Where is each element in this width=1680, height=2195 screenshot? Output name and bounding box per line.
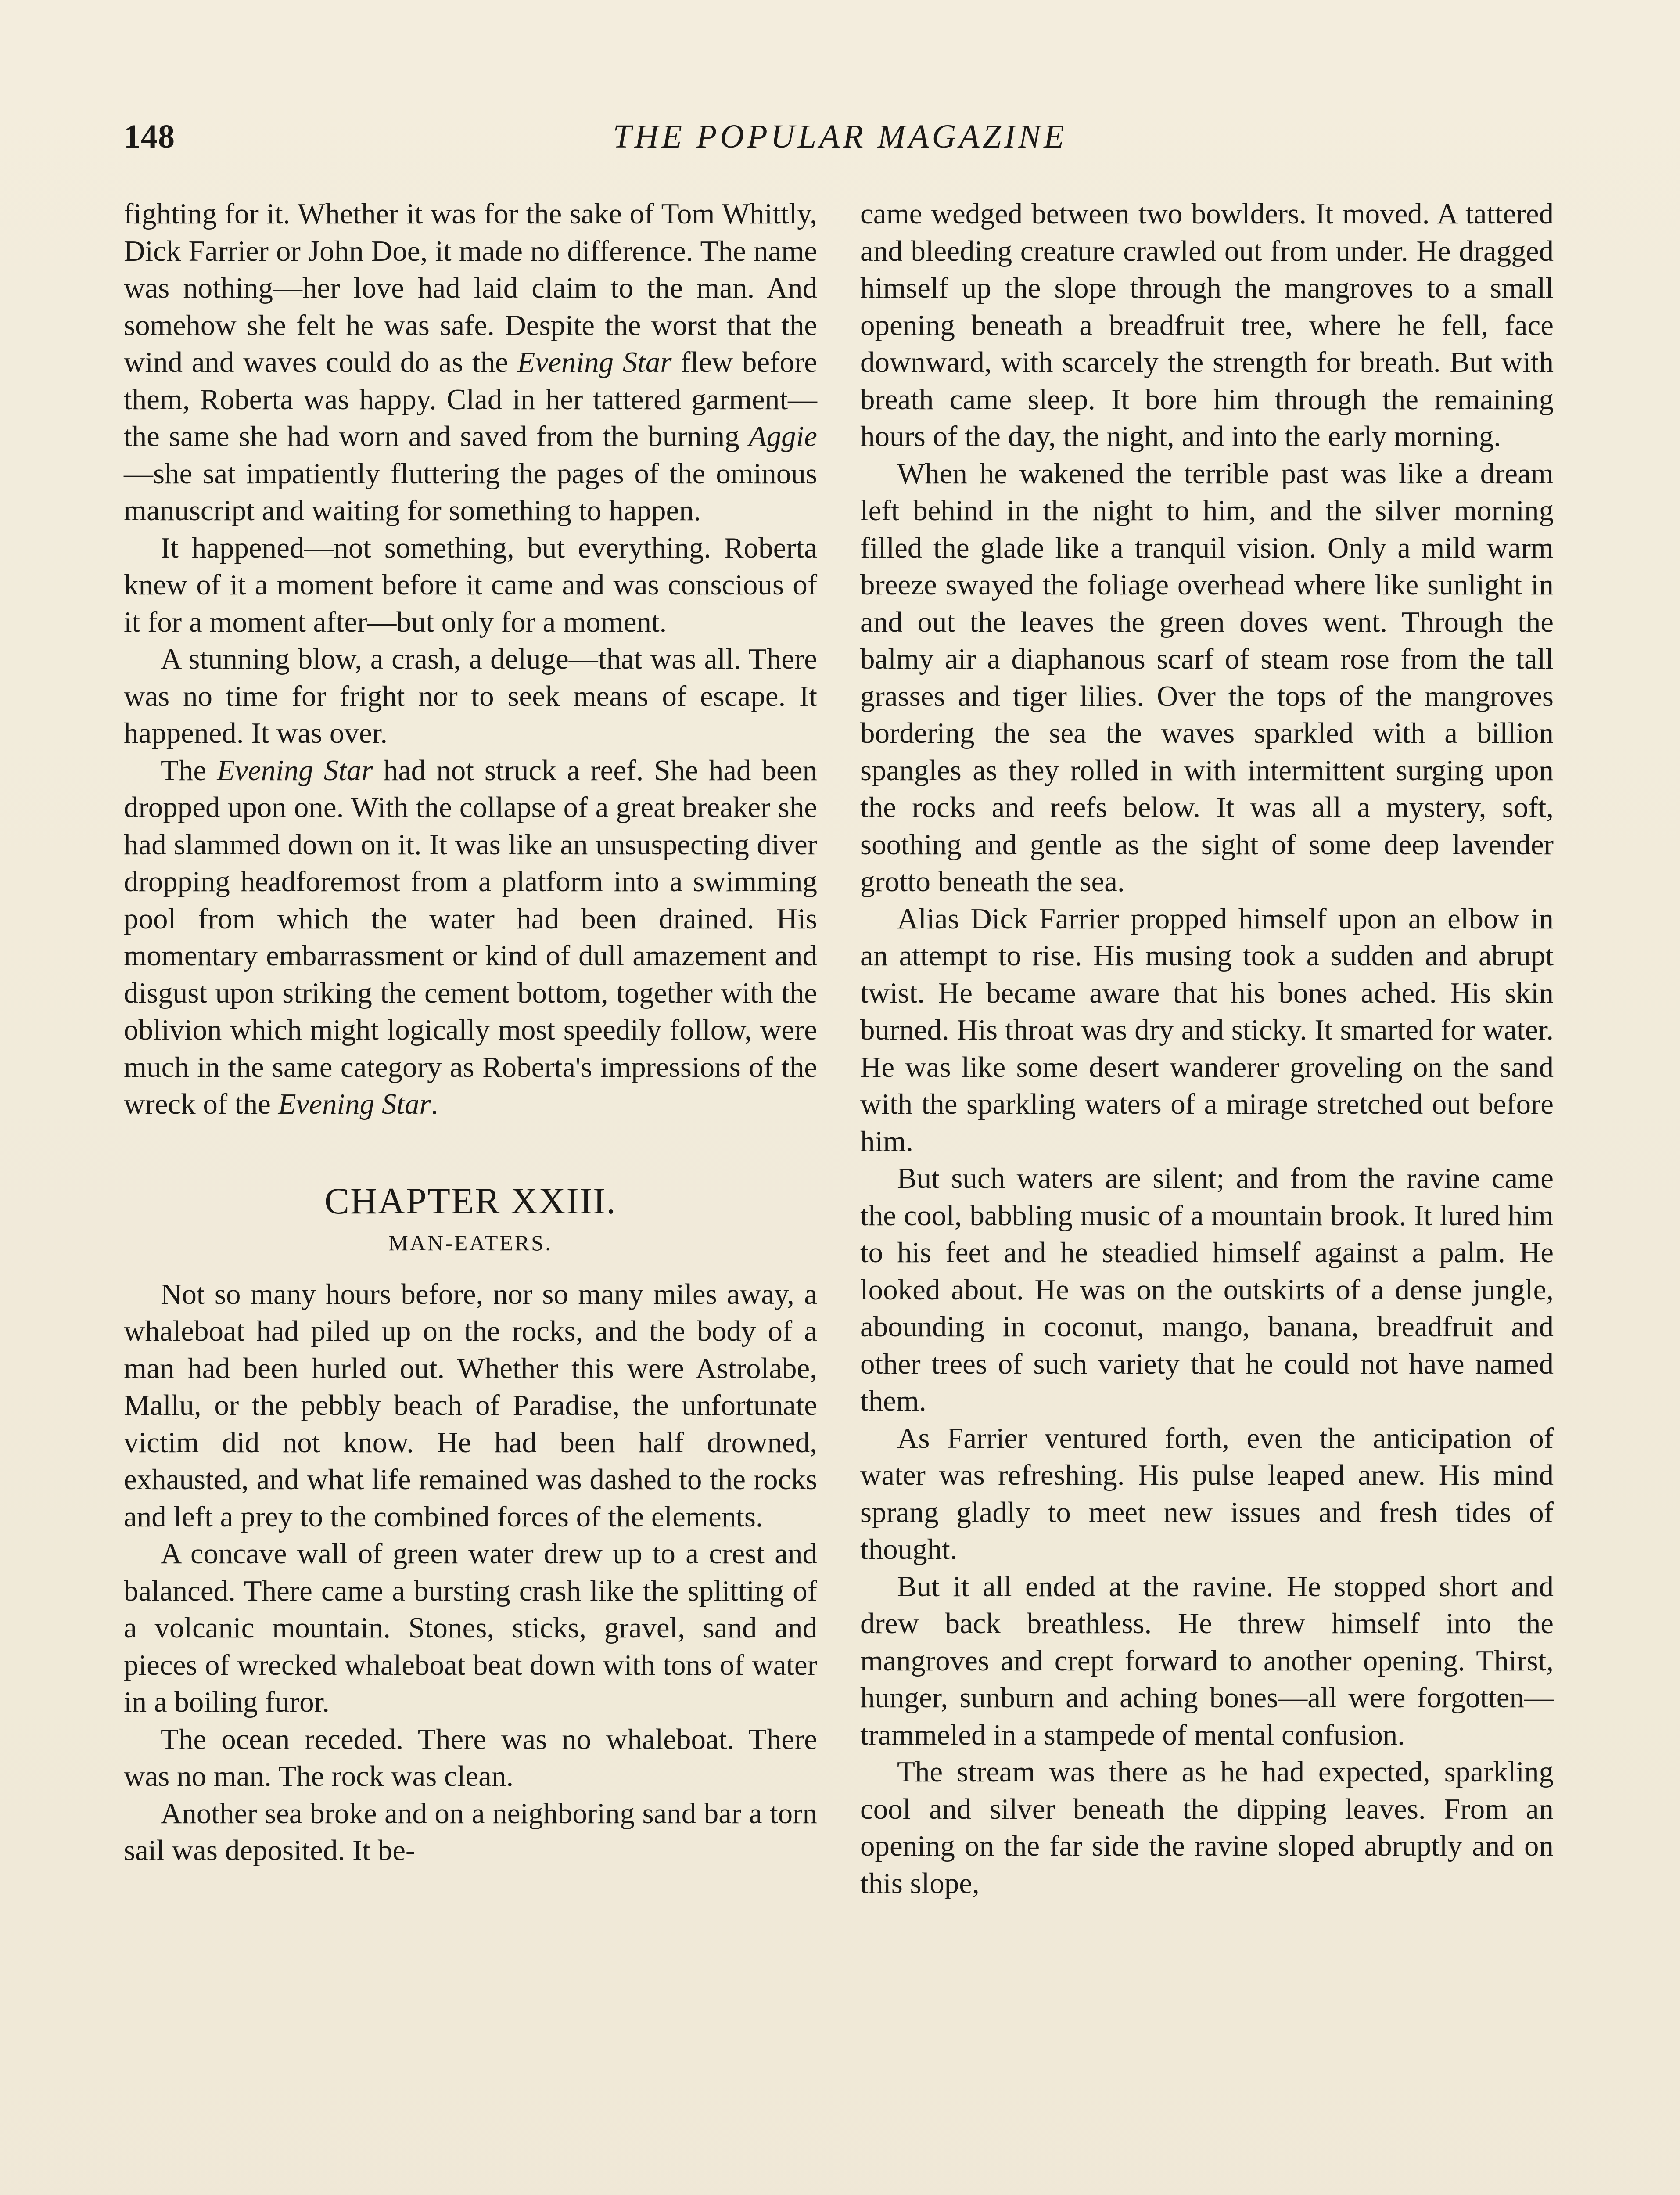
paragraph: came wedged between two bowlders. It moved. A tattered and bleeding creature crawled out from under. He dragged himself up the slope through the mangroves to a small opening beneath a breadfruit tree, where he fell, face downward, with scarcely the strength for breath. But with breath came sleep. It bore him through the remaining hours of the day, the night, and into the early morning. (860, 198, 1554, 453)
right-column (860, 195, 1554, 1902)
paragraph: When he wakened the terrible past was like a dream left behind in the night to him, and the silver morning filled the glade like a tranquil vision. Only a mild warm breeze swayed the foliage overhead where like sunlight in and out the leaves the green doves went. Through the balmy air a diaphanous scarf of steam rose from the tall grasses and tiger lilies. Over the tops of the mangroves bordering the sea the waves sparkled with a billion spangles as they rolled in with intermittent surging upon the rocks and reefs below. It was all a mystery, soft, soothing and gentle as the sight of some deep lavender grotto beneath the sea. (860, 457, 1554, 898)
paragraph: The stream was there as he had expected, sparkling cool and silver beneath the dipping leaves. From an opening on the far side the ravine sloped abruptly and on this slope, (860, 1756, 1554, 1900)
paragraph: A stunning blow, a crash, a deluge—that was all. There was no time for fright nor to seek means of escape. It happened. It was over. (124, 643, 817, 749)
left-column (124, 195, 817, 1869)
chapter-subtitle: MAN-EATERS. (388, 1230, 553, 1255)
page-header (124, 118, 1556, 166)
paragraph: Alias Dick Farrier propped himself upon an elbow in an attempt to rise. His musing took a sudden and abrupt twist. He became aware that his bones ached. His skin burned. His throat was dry and sticky. It smarted for water. He was like some desert wanderer groveling on the sand with the sparkling waters of a mirage stretched out before him. (860, 902, 1554, 1158)
paragraph: The ocean receded. There was no whaleboat. There was no man. The rock was clean. (124, 1723, 817, 1792)
paragraph: As Farrier ventured forth, even the anticipation of water was refreshing. His pulse leaped anew. His mind sprang gladly to meet new issues and fresh tides of thought. (860, 1421, 1554, 1565)
chapter-heading: CHAPTER XXIII. (324, 1180, 617, 1222)
paragraph: The Evening Star had not struck a reef. She had been dropped upon one. With the collapse of a great breaker she had slammed down on it. It was like an unsuspecting diver dropping headforemost from a platform into a swimming pool from which the water had been drained. His momentary embarrassment or kind of dull amazement and disgust upon striking the cement bottom, together with the oblivion which might logically most speedily follow, were much in the same category as Roberta's impressions of the wreck of the Evening Star. (124, 754, 817, 1120)
paragraph: But such waters are silent; and from the ravine came the cool, babbling music of a mountain brook. It lured him to his feet and he steadied himself against a palm. He looked about. He was on the outskirts of a dense jungle, abounding in coconut, mango, banana, breadfruit and other trees of such variety that he could not have named them. (860, 1162, 1554, 1417)
paragraph: It happened—not something, but everything. Roberta knew of it a moment before it came and was conscious of it for a moment after—but only for a moment. (124, 531, 817, 638)
running-title: THE POPULAR MAGAZINE (613, 118, 1067, 155)
page-number: 148 (124, 118, 175, 155)
paragraph: But it all ended at the ravine. He stopped short and drew back breathless. He threw himself into the mangroves and crept forward to another opening. Thirst, hunger, sunburn and aching bones—all were forgotten—trammeled in a stampede of mental confusion. (860, 1570, 1554, 1751)
paragraph: A concave wall of green water drew up to a crest and balanced. There came a bursting crash like the splitting of a volcanic mountain. Stones, sticks, gravel, sand and pieces of wrecked whaleboat beat down with tons of water in a boiling furor. (124, 1537, 817, 1718)
paragraph: fighting for it. Whether it was for the sake of Tom Whittly, Dick Farrier or John Doe, it made no difference. The name was nothing—her love had laid claim to the man. And somehow she felt he was safe. Despite the worst that the wind and waves could do as the Evening Star flew before them, Roberta was happy. Clad in her tattered garment—the same she had worn and saved from the burning Aggie—she sat impatiently fluttering the pages of the ominous manuscript and waiting for something to happen. (124, 198, 817, 527)
paragraph: Not so many hours before, nor so many miles away, a whaleboat had piled up on the rocks, and the body of a man had been hurled out. Whether this were Astrolabe, Mallu, or the pebbly beach of Paradise, the unfortunate victim did not know. He had been half drowned, exhausted, and what life remained was dashed to the rocks and left a prey to the combined forces of the elements. (124, 1277, 817, 1533)
paragraph: Another sea broke and on a neighboring sand bar a torn sail was deposited. It be- (124, 1797, 817, 1867)
